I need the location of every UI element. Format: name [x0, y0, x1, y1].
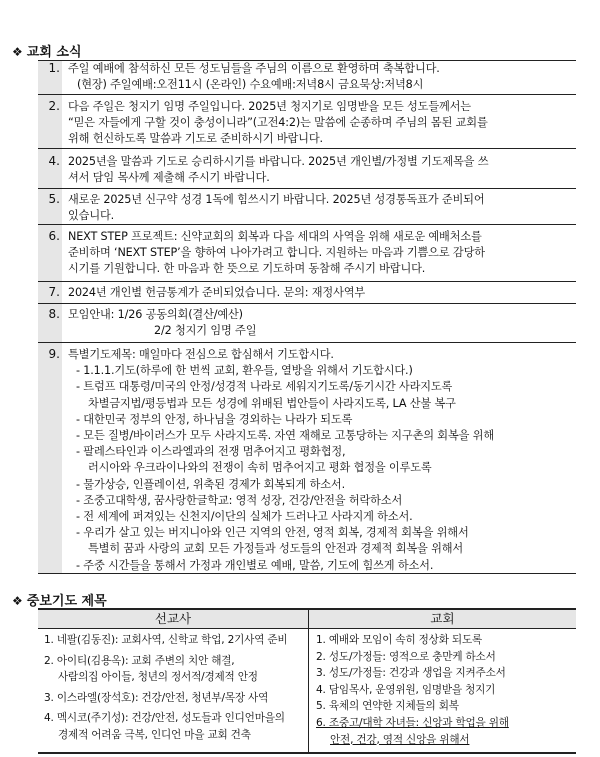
prayer-point: - 물가상승, 인플레이션, 위축된 경제가 회복되게 하소서. — [76, 477, 346, 491]
diamond-bullet-icon: ❖ — [12, 594, 23, 608]
news-item-6 — [38, 224, 576, 281]
prayer-point: 특별히 꿈과 사랑의 교회 모든 가정들과 성도들의 안전과 경제적 회복을 위해서 — [88, 542, 464, 556]
item-text: 셔서 담임 목사께 제출해 주시기 바랍니다. — [68, 171, 270, 185]
missionary-list — [44, 632, 306, 744]
item-number: 7. — [48, 285, 60, 299]
worship-schedule: (현장) 주일예배:오전11시 (온라인) 수요예배:저녁8시 금요묵상:저녁8시 — [77, 78, 424, 92]
church-item: 1. 예배와 모임이 속히 정상화 되도록 — [316, 634, 483, 646]
item-number: 9. — [48, 347, 60, 361]
item-number: 2. — [48, 99, 60, 113]
church-item: 4. 담임목사, 운영위원, 임명받을 청지기 — [316, 683, 496, 696]
prayer-point: - 모든 질병/바이러스가 모두 사라지도록. 자연 재해로 고통당하는 지구촌의 회복을 위해 — [76, 429, 494, 443]
item-text: 시기를 기원합니다. 한 마음과 한 뜻으로 기도하며 동참해 주시기 바랍니다. — [68, 262, 426, 276]
prayer-section-title: ❖ 중보기도 제목 — [12, 594, 107, 609]
prayer-point: - 트럼프 대통령/미국의 안정/성경적 나라로 세워지기도록/동기시간 사라지도록 — [76, 380, 453, 394]
news-section-title: ❖ 교회 소식 — [12, 45, 82, 60]
news-item-7 — [38, 281, 576, 303]
item-number: 6. — [48, 229, 60, 243]
item-number: 4. — [48, 154, 60, 168]
item-text: 2025년을 말씀과 기도로 승리하시기를 바랍니다. 2025년 개인별/가정별 기도제목을 쓰 — [68, 155, 489, 168]
church-item: 2. 성도/가정들: 영적으로 충만케 하소서 — [316, 650, 496, 663]
meeting-info: 모임안내: 1/26 공동의회(결산/예산) — [68, 308, 243, 321]
item-number: 1. — [48, 61, 60, 75]
church-item: 6. 조중고/대학 자녀들: 신앙과 학업을 위해 — [316, 716, 509, 729]
news-item-1 — [38, 61, 576, 94]
news-item-4 — [38, 148, 576, 188]
missionary-item: 1. 네팔(김동진): 교회사역, 신학교 학업, 2기사역 준비 — [44, 634, 288, 646]
missionary-item: 2. 아이티(김용옥): 교회 주변의 치안 해결, — [44, 654, 235, 667]
prayer-point: - 전 세계에 퍼져있는 신천지/이단의 실체가 드러나고 사라지게 하소서. — [76, 510, 413, 524]
item-text: 있습니다. — [68, 209, 115, 223]
header-divider — [38, 628, 576, 629]
news-item-9 — [38, 342, 576, 574]
prayer-point: - 팔레스타인과 이스라엘과의 전쟁 멈추어지고 평화협정, — [76, 445, 346, 459]
news-item-5 — [38, 188, 576, 224]
item-text: 준비하며 ‘NEXT STEP’을 향하여 나아가려고 합니다. 지원하는 마음과 기쁨으로 감당하 — [68, 246, 485, 260]
item-number: 8. — [48, 307, 60, 321]
news-item-2 — [38, 94, 576, 148]
item-text: 새로운 2025년 신구약 성경 1독에 힘쓰시기 바랍니다. 2025년 성경통독표가 준비되어 — [68, 193, 485, 206]
church-list — [316, 632, 574, 748]
item-text: 특별기도제목: 매일마다 전심으로 합심해서 기도합시다. — [68, 348, 334, 361]
item-text: 2024년 개인별 헌금통계가 준비되었습니다. 문의: 재정사역부 — [68, 286, 366, 299]
diamond-bullet-icon: ❖ — [12, 45, 23, 59]
prayer-point: - 조중고대학생, 꿈사랑한글학교: 영적 성장, 건강/안전을 허락하소서 — [76, 493, 403, 507]
missionary-item: 사람의집 아이들, 청년의 정서적/경제적 안정 — [58, 671, 258, 684]
prayer-point: 차별금지법/평등법과 모든 성경에 위배된 법안들이 사라지도록, LA 산불 복구 — [88, 396, 456, 410]
prayer-point: - 주중 시간들을 통해서 가정과 개인별로 예배, 말씀, 기도에 힘쓰게 하소서. — [76, 558, 434, 572]
item-number: 5. — [48, 192, 60, 206]
prayer-point: 러시아와 우크라이나와의 전쟁이 속히 멈추어지고 평화 협정을 이루도록 — [88, 461, 432, 475]
church-item: 5. 육체의 연약한 지체들의 회복 — [316, 700, 459, 713]
meeting-info: 2/2 청지기 임명 주일 — [154, 324, 257, 338]
missionary-item: 3. 이스라엘(장석호): 건강/안전, 청년부/목장 사역 — [44, 691, 269, 704]
item-text: 위해 헌신하도록 말씀과 기도로 준비하시기 바랍니다. — [68, 132, 323, 146]
missionary-item: 4. 멕시코(주기성): 건강/안전, 성도들과 인디언마을의 — [44, 712, 285, 725]
item-text: “믿은 자들에게 구할 것이 충성이니라”(고전4:2)는 말씀에 순종하며 주님의 몸된 교회를 — [68, 116, 488, 130]
missionary-item: 경제적 어려움 극복, 인디언 마을 교회 건축 — [58, 728, 251, 741]
column-divider — [308, 610, 309, 752]
item-text: 주일 예배에 참석하신 모든 성도님들을 주님의 이름으로 환영하며 축복합니다. — [68, 62, 440, 75]
church-item: 3. 성도/가정들: 건강과 생업을 지켜주소서 — [316, 667, 506, 680]
prayer-point: - 우리가 살고 있는 버지니아와 인근 지역의 안전, 영적 회복, 경제적 회복을 위해서 — [76, 526, 469, 540]
item-text: 다음 주일은 청지기 임명 주일입니다. 2025년 청지기로 임명받을 모든 성도들께서는 — [68, 100, 471, 113]
prayer-point: - 대한민국 정부의 안정, 하나님을 경외하는 나라가 되도록 — [76, 412, 353, 426]
church-header: 교회 — [309, 610, 576, 628]
prayer-point: - 1.1.1.기도(하루에 한 번씩 교회, 환우들, 열방을 위해서 기도합시다.) — [76, 364, 413, 378]
church-item: 안전, 건강, 영적 신앙을 위해서 — [330, 733, 470, 746]
news-item-8 — [38, 303, 576, 342]
missionary-header: 선교사 — [38, 610, 308, 628]
item-text: NEXT STEP 프로젝트: 신약교회의 회복과 다음 세대의 사역을 위해 새로운 예배처소를 — [68, 230, 482, 243]
